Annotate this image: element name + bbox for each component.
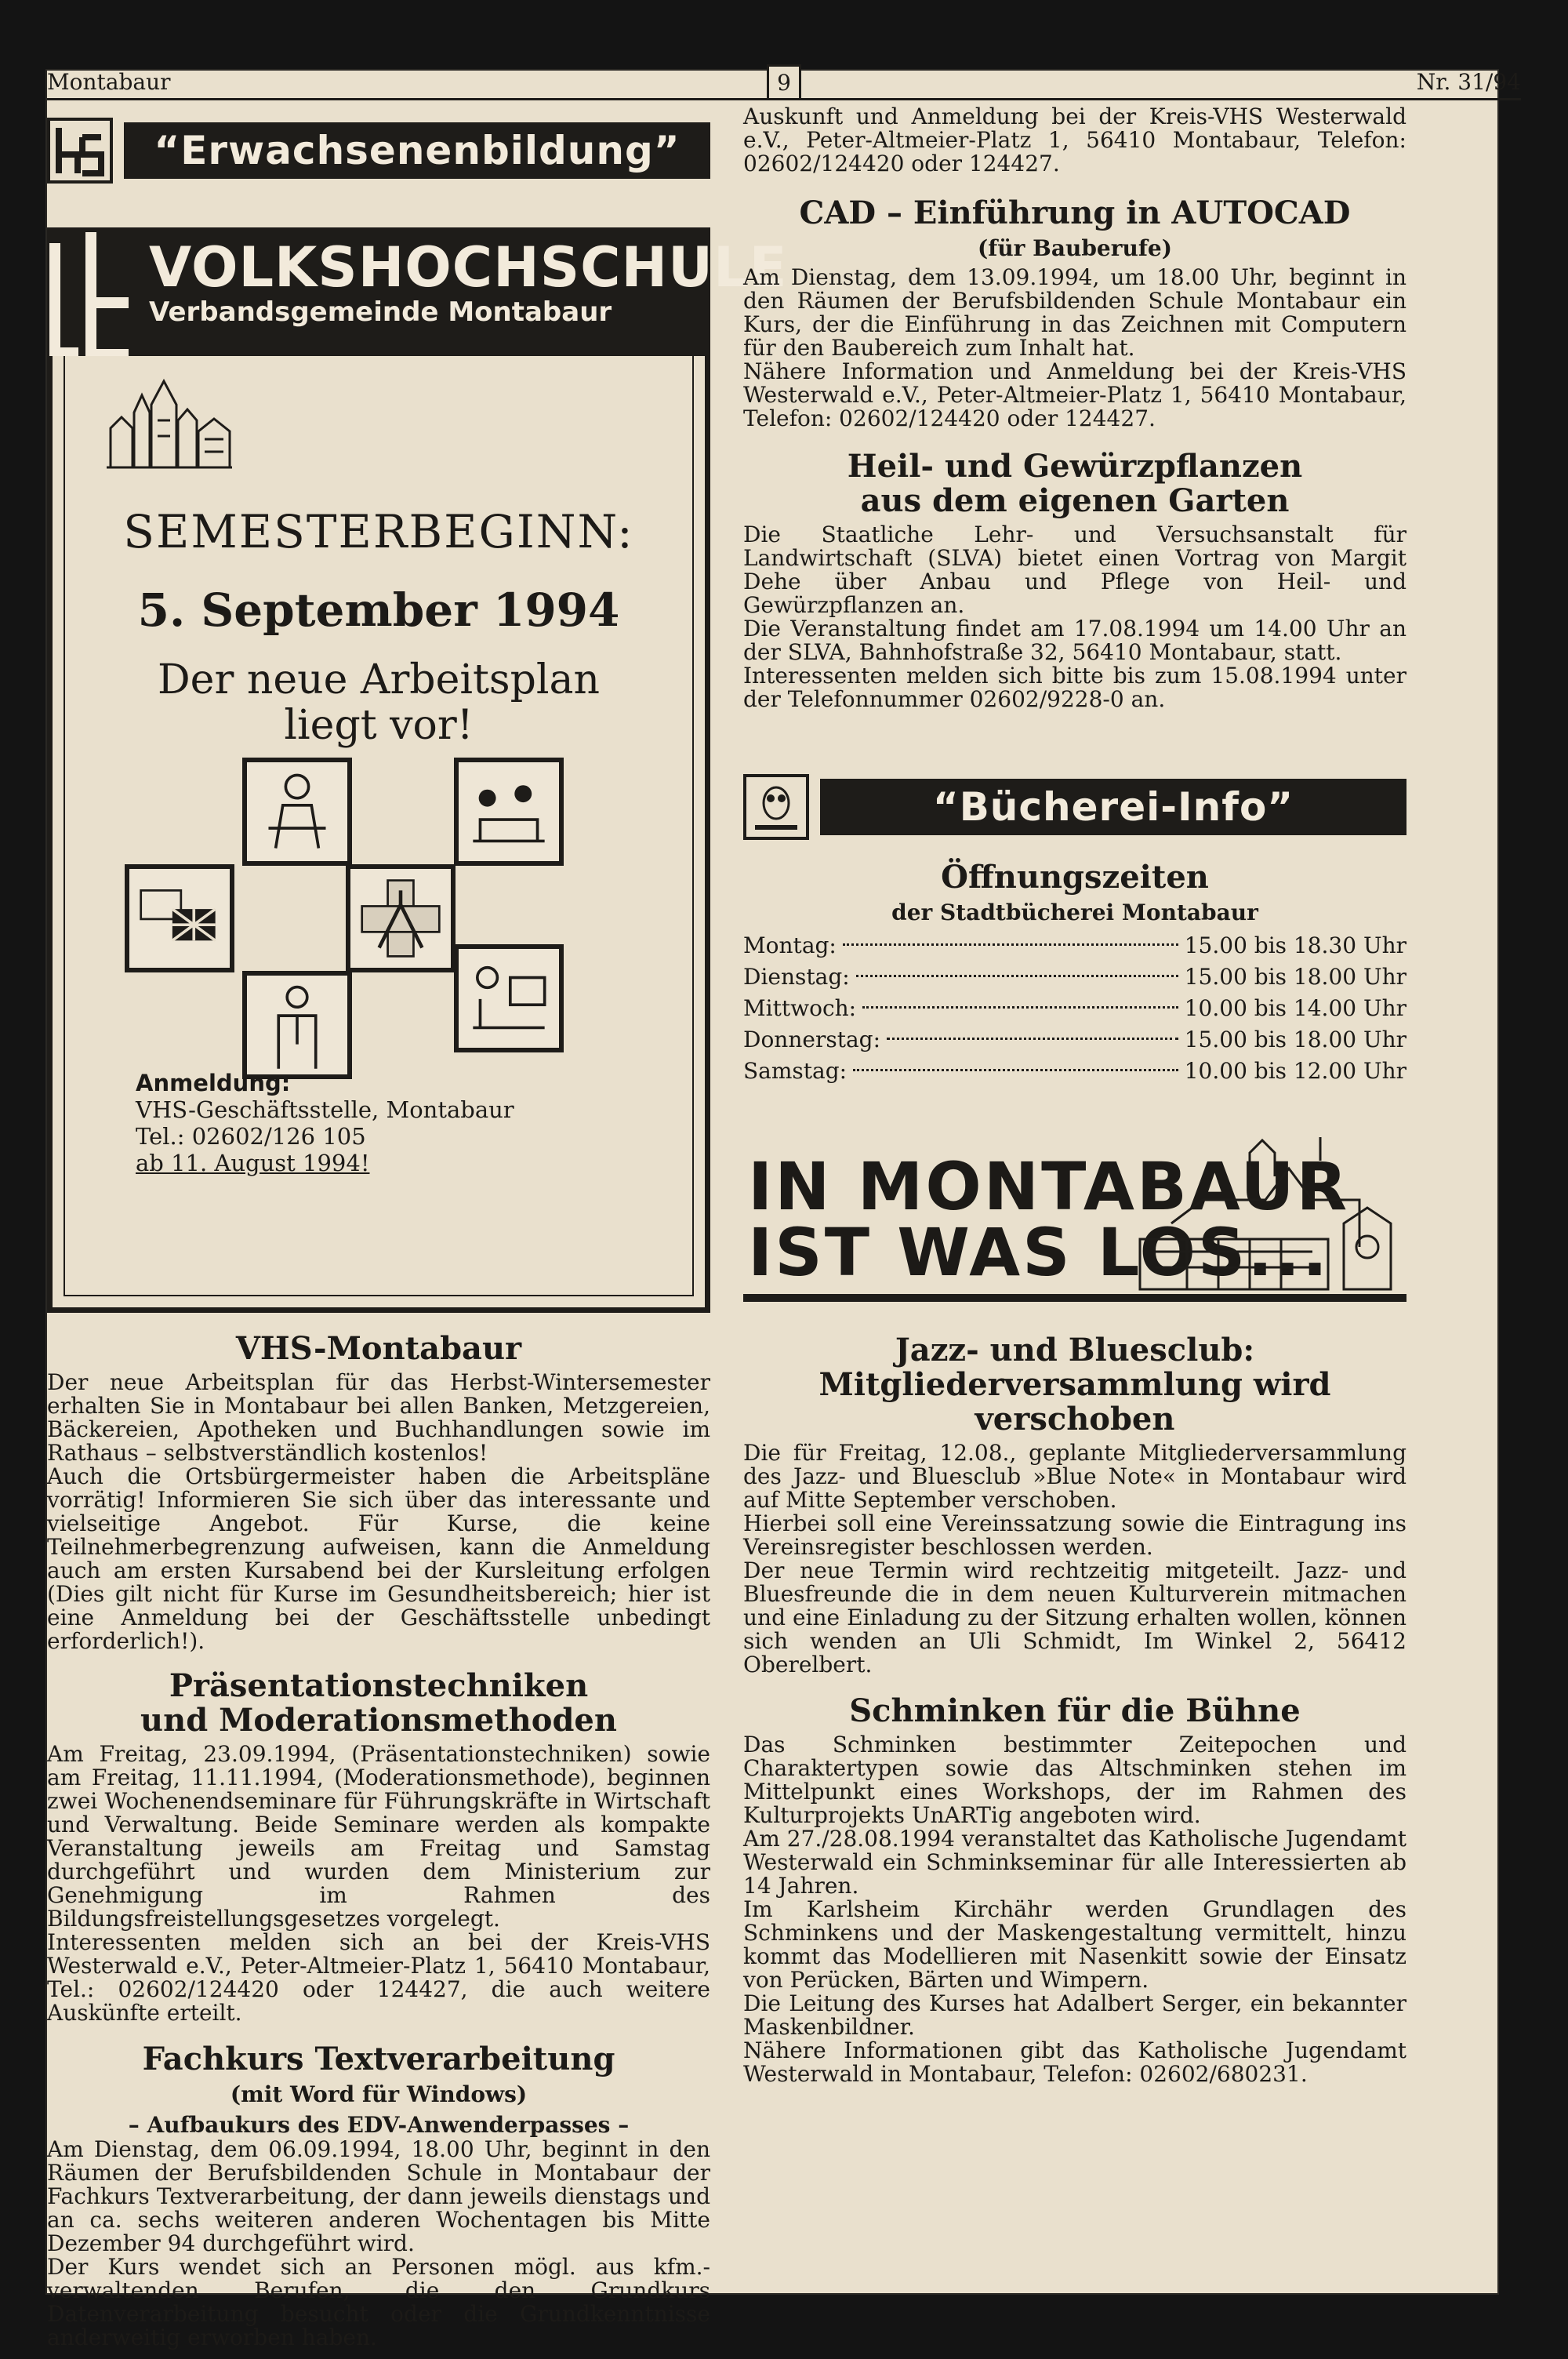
article-paragraph: Im Karlsheim Kirchähr werden Grundlagen des Schminkens und der Maskengestaltung vermittelt, hinzu kommt das Modellieren mit Nasenkitt sowie der Einsatz von Perücken, Bärten und Wimpern. — [743, 1896, 1406, 1993]
hours-time: 15.00 bis 18.30 Uhr — [1184, 932, 1406, 958]
article-paragraph: Das Schminken bestimmter Zeitepochen und Charaktertypen sowie das Altschminken stehen im Mittelpunkt eines Workshops, der im Rahmen des Kulturprojekts UnARTig angeboten wird. — [743, 1732, 1406, 1828]
group-course-icon — [454, 758, 564, 866]
article-subtitle-2: – Aufbaukurs des EDV-Anwenderpasses – — [128, 2112, 630, 2138]
auskunft-paragraph: Auskunft und Anmeldung bei der Kreis-VHS Westerwald e.V., Peter-Altmeier-Platz 1, 56410 Montabaur, Telefon: 02602/124420 oder 124427. — [743, 104, 1406, 176]
cad-article — [743, 196, 1406, 431]
library-hours — [743, 860, 1406, 1087]
plan-notice — [65, 657, 692, 748]
owl-book-icon — [743, 774, 809, 840]
vhs-logo-icon — [47, 118, 113, 184]
header-town: Montabaur — [47, 69, 171, 95]
page-number: 9 — [767, 64, 801, 100]
left-column — [47, 118, 788, 2350]
article-paragraph: Nähere Information und Anmeldung bei der Kreis-VHS Westerwald e.V., Peter-Altmeier-Platz 1, 56410 Montabaur, Telefon: 02602/124420 oder 124427. — [743, 358, 1406, 431]
issue-number: Nr. 31/94 — [1416, 69, 1521, 95]
article-paragraph: Am Dienstag, dem 13.09.1994, um 18.00 Uhr, beginnt in den Räumen der Berufsbildenden Schule Montabaur ein Kurs, der die Einführung in das Zeichnen mit Computern für den Baubereich zum Inhalt hat. — [743, 264, 1406, 361]
vhs-advert-inner-frame — [64, 356, 694, 1296]
dot-leader — [887, 1024, 1178, 1040]
textverarbeitung-article — [47, 2042, 710, 2350]
dot-leader — [843, 930, 1178, 946]
article-paragraph: Interessenten melden sich bitte bis zum 15.08.1994 unter der Telefonnummer 02602/9228-0 an. — [743, 663, 1406, 712]
banner-title: “Erwachsenenbildung” — [124, 122, 710, 179]
semester-heading: SEMESTERBEGINN: — [123, 505, 634, 558]
article-paragraph: Am Dienstag, dem 06.09.1994, 18.00 Uhr, beginnt in den Räumen der Berufsbildenden Schule in Montabaur der Fachkurs Textverarbeitung, der dann jeweils dienstags und an ca. sechs weiteren anderen Wochentagen bis Mitte Dezember 94 durchgeführt wird. — [47, 2136, 710, 2256]
health-course-icon — [346, 864, 456, 972]
semester-date: 5. September 1994 — [137, 583, 620, 637]
article-paragraph: Hierbei soll eine Vereinssatzung sowie die Eintragung ins Vereinsregister beschlossen werden. — [743, 1510, 1406, 1560]
plan-line-2: liegt vor! — [284, 702, 474, 749]
hours-row — [743, 961, 1406, 993]
article-title: CAD – Einführung in AUTOCAD — [799, 194, 1351, 231]
hours-row — [743, 930, 1406, 961]
hours-time: 15.00 bis 18.00 Uhr — [1184, 1027, 1406, 1052]
erwachsenenbildung-banner — [47, 118, 710, 184]
makeup-article — [743, 1694, 1406, 2086]
events-banner-line-1: IN MONTABAUR — [748, 1148, 1350, 1225]
language-course-icon — [125, 864, 234, 972]
article-title-line-2: aus dem eigenen Garten — [860, 482, 1290, 519]
vhs-title: VOLKSHOCHSCHULE — [149, 235, 788, 300]
vhs-advert-body — [47, 356, 710, 1313]
dot-leader — [856, 961, 1178, 977]
hours-row — [743, 1056, 1406, 1087]
vhs-advert — [47, 227, 788, 1313]
castle-townscape-icon — [1124, 1129, 1406, 1302]
computer-course-icon — [454, 944, 564, 1052]
vhs-advert-header — [47, 227, 788, 356]
article-paragraph: Interessenten melden sich an bei der Kreis-VHS Westerwald e.V., Peter-Altmeier-Platz 1, 56410 Montabaur, Tel.: 02602/124420 oder 124427, die auch weitere Auskünfte erteilt. — [47, 1929, 710, 2026]
vhs-large-logo-icon — [47, 227, 133, 362]
article-subtitle: (für Bauberufe) — [978, 235, 1172, 261]
events-banner-line-2: IST WAS LOS... — [748, 1214, 1330, 1291]
hours-day: Donnerstag: — [743, 1027, 880, 1052]
jazz-article — [743, 1333, 1406, 1677]
dot-leader — [862, 993, 1178, 1009]
hours-row — [743, 1024, 1406, 1056]
article-paragraph: Am 27./28.08.1994 veranstaltet das Katholische Jugendamt Westerwald ein Schminkseminar für alle Interessierten ab 14 Jahren. — [743, 1826, 1406, 1899]
article-title-line-2: Mitgliederversammlung wird verschoben — [818, 1366, 1331, 1438]
hours-day: Montag: — [743, 932, 837, 958]
hours-subheading: der Stadtbücherei Montabaur — [891, 900, 1258, 925]
empty-cross-center — [242, 864, 352, 972]
banner-title: “Bücherei-Info” — [820, 779, 1406, 835]
article-title: Präsentationstechniken — [169, 1667, 589, 1704]
business-course-icon — [242, 971, 352, 1079]
hours-row — [743, 993, 1406, 1024]
article-title: Heil- und Gewürzpflanzen — [847, 448, 1303, 485]
hours-time: 10.00 bis 12.00 Uhr — [1184, 1058, 1406, 1084]
hours-heading: Öffnungszeiten — [941, 859, 1209, 896]
article-title: Fachkurs Textverarbeitung — [142, 2041, 615, 2077]
article-paragraph: Am Freitag, 23.09.1994, (Präsentationstechniken) sowie am Freitag, 11.11.1994, (Moderationsmethode), beginnen zwei Wochenendseminare für Führungskräfte in Wirtschaft und Verwaltung. Beide Seminare werden als kompakte Veranstaltung jeweils am Freitag und Samstag durchgeführt und wurden dem Ministerium zur Genehmigung im Rahmen des Bildungsfreistellungsgesetzes vorgelegt. — [47, 1741, 710, 1932]
article-paragraph: Der Kurs wendet sich an Personen mögl. aus kfm.-verwaltenden Berufen, die den Grundkurs Datenverarbeitung besucht oder die Grundkenntnisse anderweitig erworben haben. — [47, 2254, 710, 2350]
article-paragraph: Die Veranstaltung findet am 17.08.1994 um 14.00 Uhr an der SLVA, Bahnhofstraße 32, 56410 Montabaur, statt. — [743, 616, 1406, 665]
town-skyline-icon — [103, 373, 236, 475]
page-header — [47, 69, 1521, 100]
banner-underline — [743, 1294, 1406, 1302]
course-icon-grid — [125, 758, 595, 1081]
article-title: VHS-Montabaur — [235, 1330, 522, 1367]
herbs-article — [743, 449, 1406, 711]
hours-day: Samstag: — [743, 1058, 848, 1084]
hours-time: 15.00 bis 18.00 Uhr — [1184, 964, 1406, 990]
article-title: Schminken für die Bühne — [849, 1692, 1301, 1729]
craft-course-icon — [242, 758, 352, 866]
article-paragraph: Die Leitung des Kurses hat Adalbert Serger, ein bekannter Maskenbildner. — [743, 1990, 1406, 2040]
article-paragraph: Die Staatliche Lehr- und Versuchsanstalt für Landwirtschaft (SLVA) bietet einen Vortrag von Margit Dehe über Anbau und Pflege von Heil- und Gewürzpflanzen an. — [743, 522, 1406, 618]
article-paragraph: Nähere Informationen gibt das Katholische Jugendamt Westerwald in Montabaur, Telefon: 02602/680231. — [743, 2037, 1406, 2087]
vhs-subtitle: Verbandsgemeinde Montabaur — [149, 296, 612, 328]
article-paragraph: Der neue Arbeitsplan für das Herbst-Wintersemester erhalten Sie in Montabaur bei allen Banken, Metzgereien, Bäckereien, Apotheken und Buchhandlungen sowie im Rathaus – selbstverständlich kostenlos! — [47, 1369, 710, 1466]
article-subtitle: (mit Word für Windows) — [230, 2081, 528, 2107]
hours-day: Dienstag: — [743, 964, 850, 990]
presentation-article — [47, 1669, 710, 2025]
article-paragraph: Die für Freitag, 12.08., geplante Mitgliederversammlung des Jazz- und Bluesclub »Blue Note« in Montabaur wird auf Mitte September verschoben. — [743, 1440, 1406, 1513]
article-paragraph: Der neue Termin wird rechtzeitig mitgeteilt. Jazz- und Bluesfreunde die in dem neuen Kulturverein mitmachen und eine Einladung zu der Sitzung erhalten wollen, können sich wenden an Uli Schmidt, Im Winkel 2, 56412 Oberelbert. — [743, 1558, 1406, 1677]
right-column — [743, 105, 1406, 2086]
registration-office: VHS-Geschäftsstelle, Montabaur — [136, 1096, 514, 1123]
hours-day: Mittwoch: — [743, 995, 857, 1021]
hours-table — [743, 930, 1406, 1087]
buecherei-banner — [743, 774, 1406, 840]
article-paragraph: Auch die Ortsbürgermeister haben die Arbeitspläne vorrätig! Informieren Sie sich über das interessante und vielseitige Angebot. Für Kurse, die keine Teilnehmerbegrenzung aufweisen, kann die Anmeldung auch am ersten Kursabend bei der Kursleitung erfolgen (Dies gilt nicht für Kurse im Gesundheitsbereich; hier ist eine Anmeldung bei der Geschäftsstelle unbedingt erforderlich!). — [47, 1463, 710, 1654]
article-title-line-2: und Moderationsmethoden — [140, 1702, 617, 1739]
dot-leader — [853, 1056, 1178, 1071]
registration-info — [136, 1070, 514, 1176]
vhs-montabaur-article — [47, 1332, 710, 1653]
article-title: Jazz- und Bluesclub: — [895, 1332, 1255, 1369]
registration-phone: Tel.: 02602/126 105 — [136, 1123, 366, 1150]
montabaur-events-banner — [743, 1148, 1406, 1302]
registration-heading: Anmeldung: — [136, 1070, 291, 1096]
registration-start: ab 11. August 1994! — [136, 1150, 370, 1176]
plan-line-1: Der neue Arbeitsplan — [157, 656, 600, 703]
hours-time: 10.00 bis 14.00 Uhr — [1184, 995, 1406, 1021]
